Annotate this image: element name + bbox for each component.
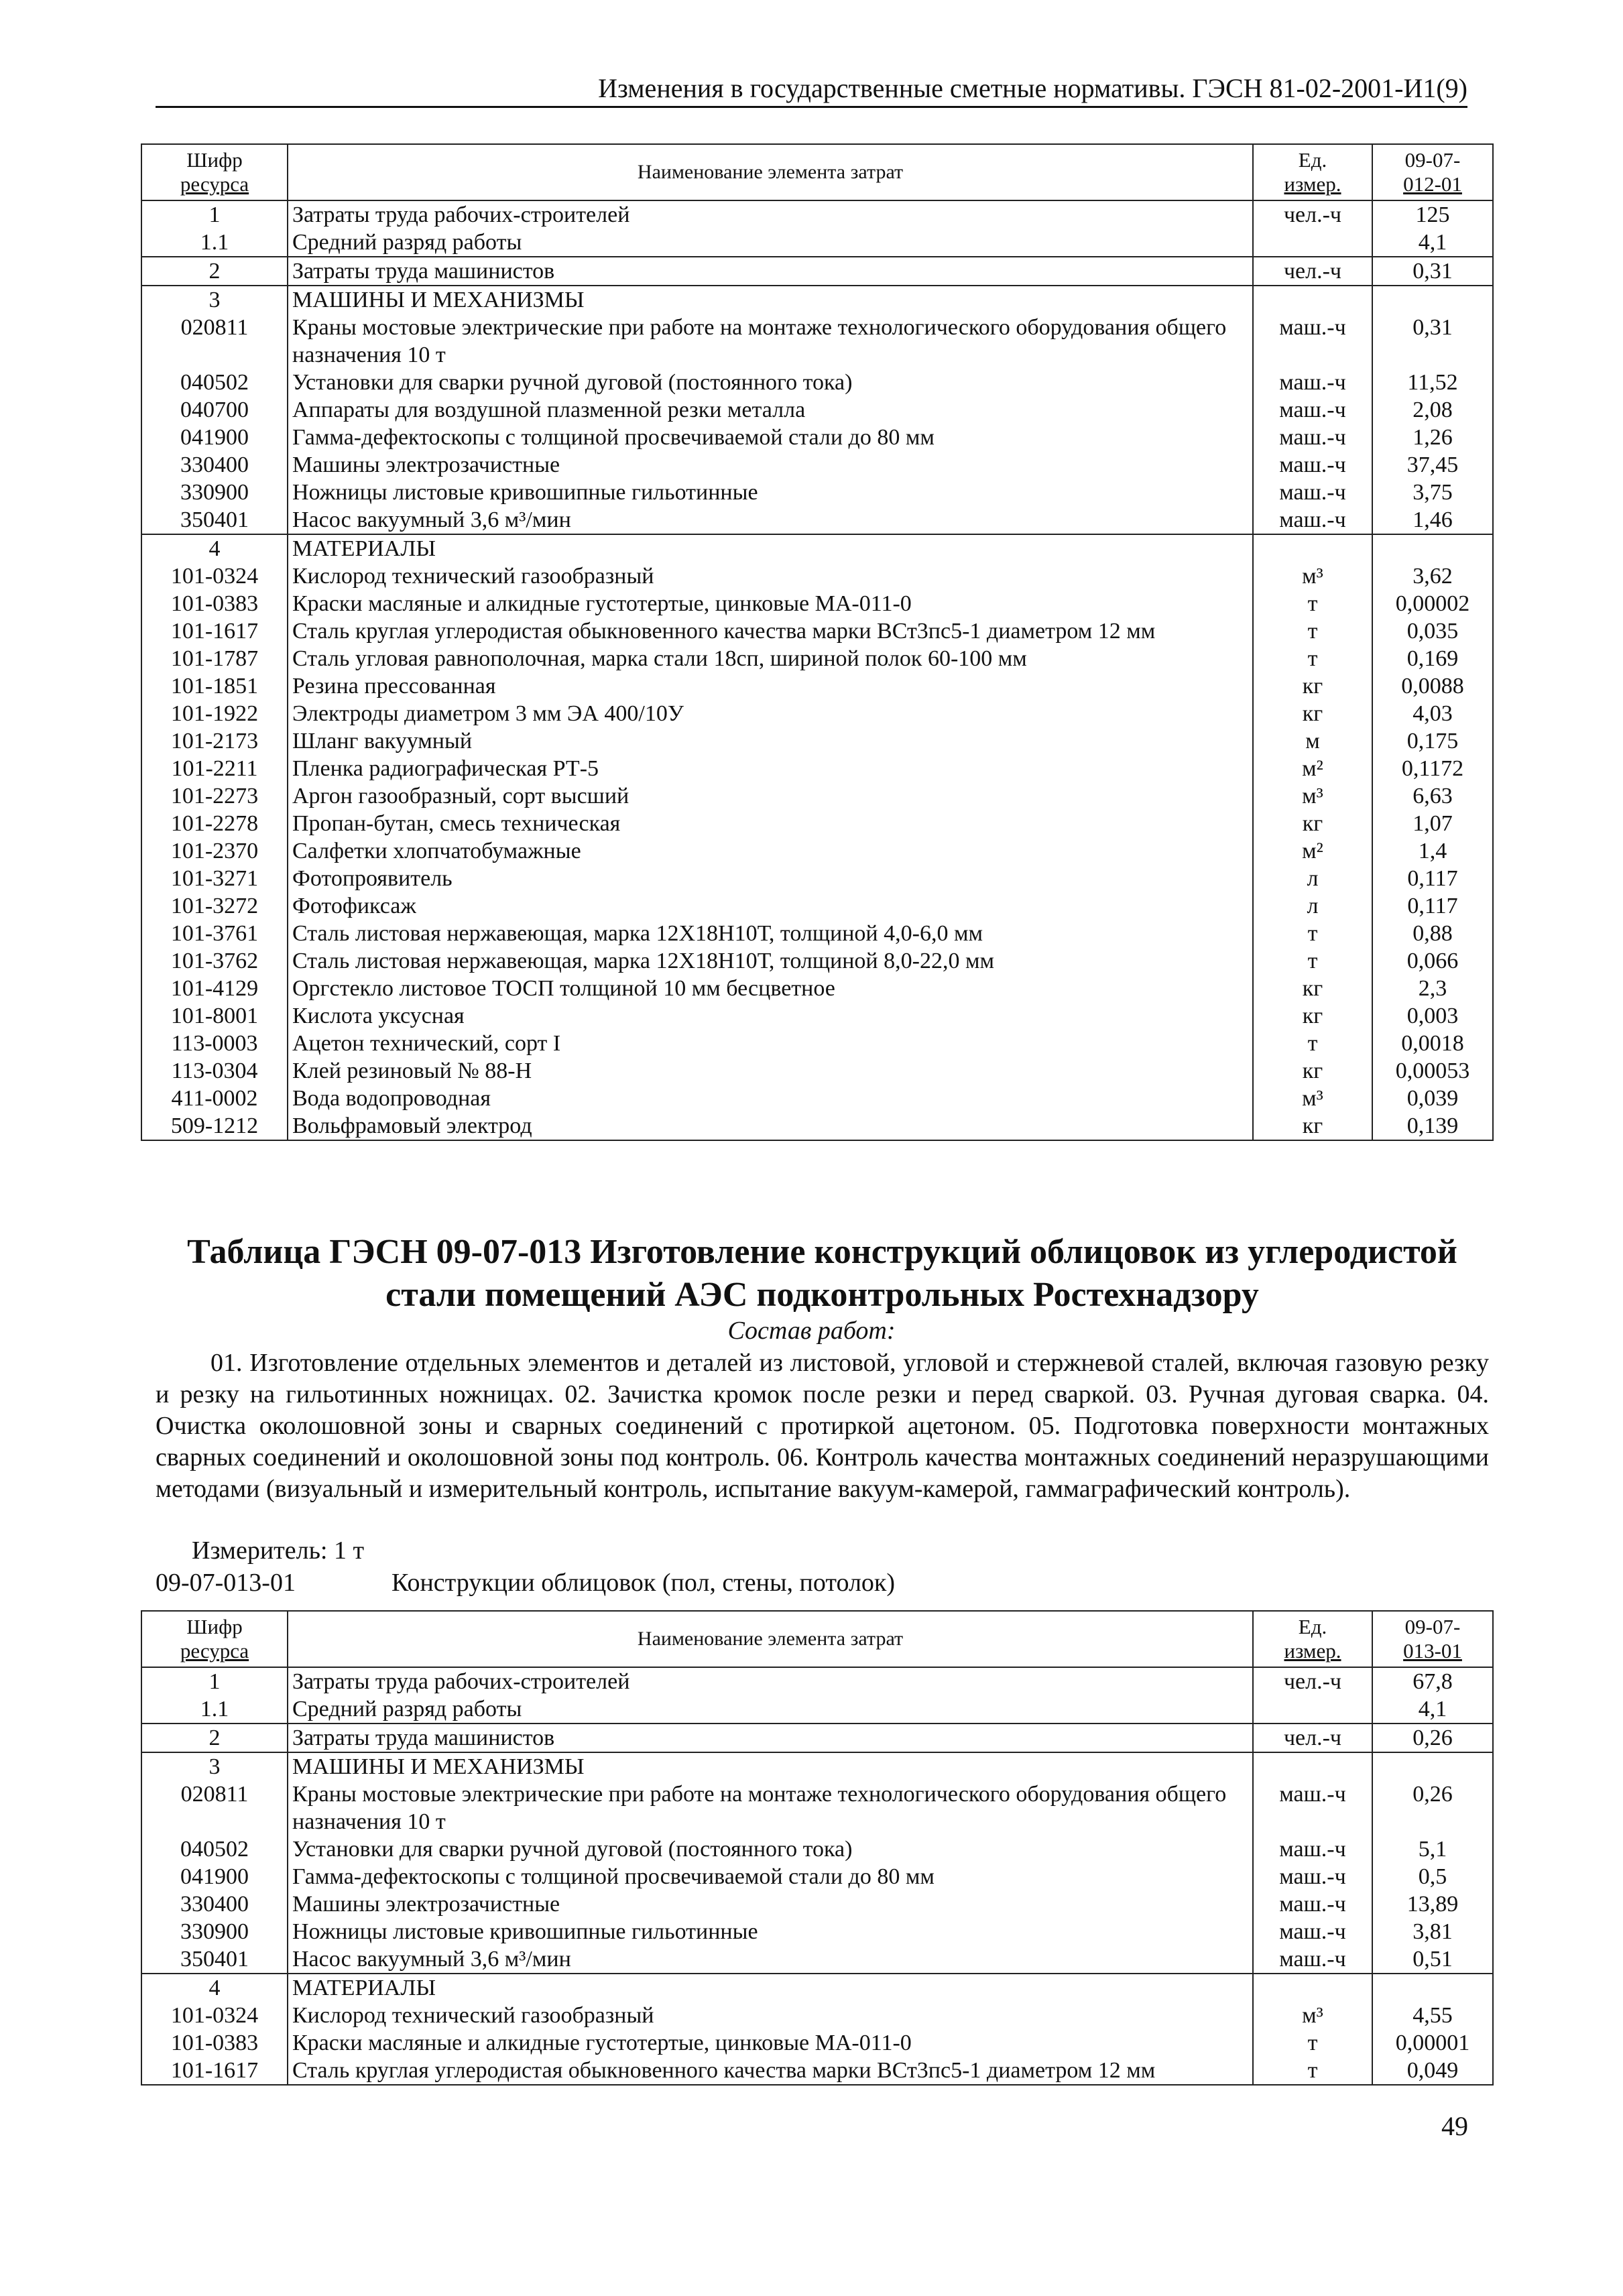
row-unit: чел.-ч [1253,1724,1372,1752]
row-name: Затраты труда машинистов [288,257,1253,286]
header-code-line1: Шифр [186,148,243,172]
table-row [141,1695,1493,1724]
table-row [141,1945,1493,1974]
norm-code: 09-07-013-01 [156,1569,296,1597]
row-unit: т [1253,590,1372,617]
row-name: Сталь листовая нержавеющая, марка 12Х18Н10Т, толщиной 8,0-22,0 мм [288,947,1253,975]
row-unit: маш.-ч [1253,1835,1372,1863]
header-value-line2: 013-01 [1403,1639,1462,1663]
row-unit: м² [1253,755,1372,782]
table-row [141,810,1493,837]
row-name: Оргстекло листовое ТОСП толщиной 10 мм бесцветное [288,975,1253,1002]
row-code: 4 [141,534,288,562]
row-value: 0,26 [1372,1780,1493,1835]
row-code: 330900 [141,479,288,506]
row-value: 4,1 [1372,229,1493,257]
measure-unit: Измеритель: 1 т [192,1536,365,1565]
table-row [141,1002,1493,1030]
row-name: Кислота уксусная [288,1002,1253,1030]
header-unit-line1: Ед. [1298,1615,1327,1638]
row-code: 3 [141,1752,288,1780]
table-row [141,229,1493,257]
row-name: Средний разряд работы [288,1695,1253,1724]
row-code: 1.1 [141,229,288,257]
row-code: 330400 [141,1890,288,1918]
running-header: Изменения в государственные сметные нормативы. ГЭСН 81-02-2001-И1(9) [156,72,1467,108]
row-name: Машины электрозачистные [288,1890,1253,1918]
row-value: 0,003 [1372,1002,1493,1030]
table-row [141,727,1493,755]
row-unit: маш.-ч [1253,314,1372,369]
row-value: 0,00053 [1372,1057,1493,1085]
header-value-line1: 09-07- [1404,1615,1461,1638]
row-value: 67,8 [1372,1667,1493,1695]
row-value: 1,46 [1372,506,1493,534]
table-row [141,396,1493,424]
row-value: 2,3 [1372,975,1493,1002]
row-unit [1253,1752,1372,1780]
table-row [141,2002,1493,2029]
row-value: 3,81 [1372,1918,1493,1945]
row-unit: маш.-ч [1253,424,1372,451]
row-code: 1.1 [141,1695,288,1724]
table-row [141,782,1493,810]
row-value: 0,1172 [1372,755,1493,782]
norm-code-title: Конструкции облицовок (пол, стены, потолок) [392,1569,896,1597]
row-value [1372,1752,1493,1780]
row-value: 0,169 [1372,645,1493,672]
row-unit: маш.-ч [1253,451,1372,479]
table-row [141,1667,1493,1695]
row-value: 0,066 [1372,947,1493,975]
table-row [141,1030,1493,1057]
row-unit: маш.-ч [1253,1780,1372,1835]
row-name: Шланг вакуумный [288,727,1253,755]
table-row [141,700,1493,727]
header-name: Наименование элемента затрат [288,1611,1253,1667]
table-row [141,975,1493,1002]
table-row [141,2029,1493,2057]
table-row [141,314,1493,369]
row-unit: кг [1253,672,1372,700]
row-unit: маш.-ч [1253,1863,1372,1890]
row-name: МАТЕРИАЛЫ [288,1974,1253,2002]
row-unit: м³ [1253,782,1372,810]
table-row [141,562,1493,590]
row-code: 101-2278 [141,810,288,837]
row-unit [1253,286,1372,314]
row-unit: м³ [1253,562,1372,590]
row-name: Кислород технический газообразный [288,562,1253,590]
row-code: 041900 [141,1863,288,1890]
row-name: Машины электрозачистные [288,451,1253,479]
row-name: Затраты труда машинистов [288,1724,1253,1752]
row-code: 113-0003 [141,1030,288,1057]
header-code-line1: Шифр [186,1615,243,1638]
row-value: 11,52 [1372,369,1493,396]
row-value: 0,035 [1372,617,1493,645]
row-value: 13,89 [1372,1890,1493,1918]
row-value: 6,63 [1372,782,1493,810]
table-row [141,1780,1493,1835]
header-code-line2: ресурса [180,1639,249,1663]
row-code: 040700 [141,396,288,424]
row-name: Фотофиксаж [288,892,1253,920]
row-unit: чел.-ч [1253,1667,1372,1695]
row-code: 101-0324 [141,562,288,590]
row-value: 125 [1372,200,1493,229]
row-value: 1,07 [1372,810,1493,837]
row-unit: кг [1253,975,1372,1002]
row-unit [1253,1695,1372,1724]
row-unit: л [1253,865,1372,892]
table-row [141,479,1493,506]
header-value-line1: 09-07- [1404,148,1461,172]
row-name: Ножницы листовые кривошипные гильотинные [288,479,1253,506]
row-name: Краны мостовые электрические при работе на монтаже технологического оборудования общего назначения 10 т [288,314,1253,369]
row-name: Пропан-бутан, смесь техническая [288,810,1253,837]
row-code: 101-1851 [141,672,288,700]
row-unit: т [1253,645,1372,672]
table-row [141,200,1493,229]
row-value: 0,31 [1372,257,1493,286]
row-name: Салфетки хлопчатобумажные [288,837,1253,865]
row-code: 3 [141,286,288,314]
resource-table-09-07-012-01 [141,143,1494,1141]
table-row [141,506,1493,534]
row-value: 0,117 [1372,892,1493,920]
row-value: 0,139 [1372,1112,1493,1140]
section-row-materials [141,534,1493,562]
row-unit: маш.-ч [1253,369,1372,396]
row-name: МАШИНЫ И МЕХАНИЗМЫ [288,1752,1253,1780]
row-code: 101-2370 [141,837,288,865]
row-value: 0,117 [1372,865,1493,892]
table-row [141,1863,1493,1890]
row-name: Установки для сварки ручной дуговой (постоянного тока) [288,1835,1253,1863]
header-unit-line1: Ед. [1298,148,1327,172]
row-code: 4 [141,1974,288,2002]
section-row-machines [141,1752,1493,1780]
row-code: 350401 [141,1945,288,1974]
row-name: Ножницы листовые кривошипные гильотинные [288,1918,1253,1945]
table-row [141,645,1493,672]
row-value [1372,534,1493,562]
table-row [141,1918,1493,1945]
table-row [141,617,1493,645]
table-row [141,451,1493,479]
table-row [141,1890,1493,1918]
row-value: 0,0018 [1372,1030,1493,1057]
table-row [141,672,1493,700]
row-value: 0,00002 [1372,590,1493,617]
row-name: Ацетон технический, сорт I [288,1030,1253,1057]
row-code: 101-1922 [141,700,288,727]
row-value: 0,5 [1372,1863,1493,1890]
row-name: Вольфрамовый электрод [288,1112,1253,1140]
row-unit: маш.-ч [1253,479,1372,506]
row-unit: кг [1253,700,1372,727]
row-value: 3,62 [1372,562,1493,590]
row-unit: т [1253,1030,1372,1057]
row-value: 4,1 [1372,1695,1493,1724]
row-code: 350401 [141,506,288,534]
row-name: Гамма-дефектоскопы с толщиной просвечиваемой стали до 80 мм [288,424,1253,451]
row-unit: т [1253,2057,1372,2085]
table-row [141,755,1493,782]
row-code: 101-8001 [141,1002,288,1030]
row-value: 4,55 [1372,2002,1493,2029]
row-unit: кг [1253,1112,1372,1140]
row-code: 101-3762 [141,947,288,975]
row-code: 040502 [141,369,288,396]
row-code: 101-0383 [141,2029,288,2057]
row-code: 1 [141,200,288,229]
row-code: 330900 [141,1918,288,1945]
row-value: 37,45 [1372,451,1493,479]
row-code: 2 [141,1724,288,1752]
row-unit [1253,534,1372,562]
row-value [1372,286,1493,314]
header-code-line2: ресурса [180,172,249,196]
header-value [1372,1611,1493,1667]
row-unit: м² [1253,837,1372,865]
table-title: Таблица ГЭСН 09-07-013 Изготовление конструкций облицовок из углеродистой стали помещений АЭС подконтрольных Ростехнадзору [187,1233,1457,1314]
table-row [141,1057,1493,1085]
row-unit: т [1253,947,1372,975]
row-value: 1,26 [1372,424,1493,451]
header-name: Наименование элемента затрат [288,144,1253,200]
row-unit: м [1253,727,1372,755]
table-row [141,947,1493,975]
row-name: Краски масляные и алкидные густотертые, цинковые МА-011-0 [288,2029,1253,2057]
header-value [1372,144,1493,200]
row-code: 509-1212 [141,1112,288,1140]
table-row [141,920,1493,947]
row-unit: м³ [1253,1085,1372,1112]
row-unit: кг [1253,1002,1372,1030]
row-value: 0,88 [1372,920,1493,947]
table-row [141,892,1493,920]
row-unit: маш.-ч [1253,1945,1372,1974]
row-unit: маш.-ч [1253,396,1372,424]
row-name: Сталь листовая нержавеющая, марка 12Х18Н10Т, толщиной 4,0-6,0 мм [288,920,1253,947]
row-code: 101-1787 [141,645,288,672]
row-value: 0,00001 [1372,2029,1493,2057]
row-value: 0,175 [1372,727,1493,755]
row-code: 330400 [141,451,288,479]
table-header-row [141,144,1493,200]
row-value: 5,1 [1372,1835,1493,1863]
table-row [141,837,1493,865]
row-name: Сталь круглая углеродистая обыкновенного качества марки ВСт3пс5-1 диаметром 12 мм [288,617,1253,645]
row-value: 0,51 [1372,1945,1493,1974]
row-code: 2 [141,257,288,286]
row-code: 101-2211 [141,755,288,782]
row-code: 101-2273 [141,782,288,810]
row-code: 101-3761 [141,920,288,947]
table-row [141,424,1493,451]
row-unit: маш.-ч [1253,1918,1372,1945]
row-name: Электроды диаметром 3 мм ЭА 400/10У [288,700,1253,727]
row-name: Клей резиновый № 88-Н [288,1057,1253,1085]
row-unit: т [1253,920,1372,947]
table-row [141,1112,1493,1140]
row-code: 041900 [141,424,288,451]
row-code: 101-1617 [141,617,288,645]
row-name: Насос вакуумный 3,6 м³/мин [288,1945,1253,1974]
header-unit [1253,1611,1372,1667]
header-value-line2: 012-01 [1403,172,1462,196]
row-value [1372,1974,1493,2002]
row-name: Установки для сварки ручной дуговой (постоянного тока) [288,369,1253,396]
row-code: 411-0002 [141,1085,288,1112]
row-unit: т [1253,617,1372,645]
row-name: Краски масляные и алкидные густотертые, цинковые МА-011-0 [288,590,1253,617]
work-composition-text: 01. Изготовление отдельных элементов и деталей из листовой, угловой и стержневой сталей, включая газовую резку и резку на гильотинных ножницах. 02. Зачистка кромок после резки и перед сваркой. 03. Ручная дуговая сварка. 04. Очистка околошовной зоны и сварных соединений с протиркой ацетоном. 05. Подготовка поверхности монтажных сварных соединений и околошовной зоны под контроль. 06. Контроль качества монтажных соединений неразрушающими методами (визуальный и измерительный контроль, испытание вакуум-камерой, гаммаграфический контроль). [156,1349,1489,1503]
table-row [141,590,1493,617]
row-value: 0,26 [1372,1724,1493,1752]
row-name: Сталь круглая углеродистая обыкновенного качества марки ВСт3пс5-1 диаметром 12 мм [288,2057,1253,2085]
table-row [141,369,1493,396]
row-code: 101-1617 [141,2057,288,2085]
row-unit [1253,1974,1372,2002]
row-unit: кг [1253,810,1372,837]
row-unit: маш.-ч [1253,1890,1372,1918]
row-code: 1 [141,1667,288,1695]
work-composition-heading: Состав работ: [727,1317,896,1345]
table-row [141,257,1493,286]
section-row-materials [141,1974,1493,2002]
row-unit [1253,229,1372,257]
row-code: 020811 [141,1780,288,1835]
row-name: МАТЕРИАЛЫ [288,534,1253,562]
row-name: Затраты труда рабочих-строителей [288,1667,1253,1695]
row-value: 0,049 [1372,2057,1493,2085]
row-unit: маш.-ч [1253,506,1372,534]
norm-code-line [156,1567,896,1598]
row-value: 0,039 [1372,1085,1493,1112]
page-number: 49 [1441,2111,1468,2141]
row-name: Средний разряд работы [288,229,1253,257]
row-value: 3,75 [1372,479,1493,506]
section-row-machines [141,286,1493,314]
row-name: Затраты труда рабочих-строителей [288,200,1253,229]
table-row [141,1724,1493,1752]
row-name: Аргон газообразный, сорт высший [288,782,1253,810]
row-code: 040502 [141,1835,288,1863]
table-row [141,2057,1493,2085]
row-name: Насос вакуумный 3,6 м³/мин [288,506,1253,534]
row-name: Краны мостовые электрические при работе на монтаже технологического оборудования общего назначения 10 т [288,1780,1253,1835]
row-name: МАШИНЫ И МЕХАНИЗМЫ [288,286,1253,314]
row-unit: л [1253,892,1372,920]
row-unit: чел.-ч [1253,200,1372,229]
row-name: Резина прессованная [288,672,1253,700]
row-name: Пленка радиографическая РТ-5 [288,755,1253,782]
table-row [141,1085,1493,1112]
row-unit: м³ [1253,2002,1372,2029]
row-name: Сталь угловая равнополочная, марка стали 18сп, шириной полок 60-100 мм [288,645,1253,672]
row-code: 101-3272 [141,892,288,920]
row-code: 101-2173 [141,727,288,755]
row-unit: т [1253,2029,1372,2057]
row-unit: чел.-ч [1253,257,1372,286]
row-code: 101-3271 [141,865,288,892]
table-header-row [141,1611,1493,1667]
row-name: Фотопроявитель [288,865,1253,892]
table-row [141,1835,1493,1863]
resource-table-09-07-013-01 [141,1610,1494,2086]
header-unit-line2: измер. [1284,172,1341,196]
header-code [141,1611,288,1667]
row-name: Гамма-дефектоскопы с толщиной просвечиваемой стали до 80 мм [288,1863,1253,1890]
row-value: 2,08 [1372,396,1493,424]
row-value: 0,0088 [1372,672,1493,700]
row-code: 020811 [141,314,288,369]
row-name: Кислород технический газообразный [288,2002,1253,2029]
row-name: Вода водопроводная [288,1085,1253,1112]
table-row [141,865,1493,892]
row-value: 4,03 [1372,700,1493,727]
header-code [141,144,288,200]
row-value: 0,31 [1372,314,1493,369]
row-code: 101-0324 [141,2002,288,2029]
row-code: 101-4129 [141,975,288,1002]
row-name: Аппараты для воздушной плазменной резки металла [288,396,1253,424]
row-value: 1,4 [1372,837,1493,865]
row-code: 113-0304 [141,1057,288,1085]
header-unit [1253,144,1372,200]
row-unit: кг [1253,1057,1372,1085]
header-unit-line2: измер. [1284,1639,1341,1663]
row-code: 101-0383 [141,590,288,617]
